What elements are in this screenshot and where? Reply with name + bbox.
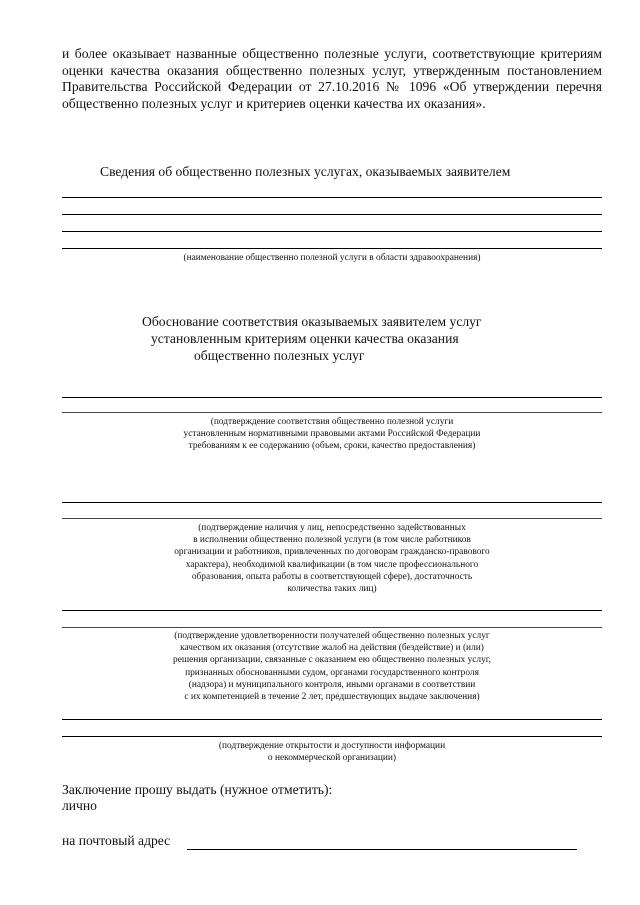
intro-paragraph: и более оказывает названные общественно полезные услуги, соответствующие критериям оценки качества оказания общественно полезных услуг, утвержденным постановлением Правительства Российской Федерации от 27.10.2016 № 1096 «Об утверждении перечня общественно полезных услуг и критериев оценки качества их оказания». (62, 46, 602, 111)
input-line-3[interactable] (62, 231, 602, 232)
mail-address-input-line[interactable] (187, 849, 577, 850)
caption-openness (62, 740, 602, 764)
caption-line: (надзора) и муниципального контроля, иными органами в соответствии (188, 679, 476, 690)
caption-staff (62, 522, 602, 595)
caption-line: (подтверждение соответствия общественно полезной услуги (210, 417, 454, 427)
option-mail-label[interactable]: на почтовый адрес (62, 833, 171, 848)
conclusion-prompt: Заключение прошу выдать (нужное отметить): (62, 782, 333, 797)
caption-line: требованиям к ее содержанию (объем, сроки, качество предоставления) (188, 441, 476, 452)
caption-line: образования, опыта работы в соответствующей сфере), достаточность (191, 571, 473, 582)
option-personal[interactable]: лично (62, 798, 97, 813)
caption-line: характера), необходимой квалификации (в том числе профессионального (185, 559, 479, 570)
input-line-4[interactable] (62, 248, 602, 249)
caption-line: признанных обоснованными судом, органами государственного контроля (185, 667, 479, 678)
input-line-openness-1[interactable] (62, 719, 602, 720)
caption-line: (подтверждение удовлетворенности получателей общественно полезных услуг (174, 631, 490, 641)
section1-title: Сведения об общественно полезных услугах, оказываемых заявителем (100, 164, 511, 179)
input-line-compliance-2[interactable] (62, 412, 602, 413)
caption-line: организации и работников, привлеченных по договорам гражданско-правового (174, 547, 490, 558)
caption-satisfaction (62, 630, 602, 703)
caption-service-name: (наименование общественно полезной услуги в области здравоохранения) (183, 253, 481, 263)
input-line-1[interactable] (62, 197, 602, 198)
caption-line: установленным нормативными правовыми актами Российской Федерации (183, 429, 481, 440)
input-line-satisfaction-1[interactable] (62, 610, 602, 611)
caption-line: (подтверждение открытости и доступности информации (218, 741, 446, 751)
input-line-openness-2[interactable] (62, 736, 602, 737)
input-line-staff-1[interactable] (62, 502, 602, 503)
caption-line: о некоммерческой организации) (267, 753, 397, 764)
input-line-satisfaction-2[interactable] (62, 627, 602, 628)
input-line-staff-2[interactable] (62, 518, 602, 519)
section2-title-line-2: установленным критериям оценки качества оказания (151, 331, 459, 346)
section2-title-line-1: Обоснование соответствия оказываемых заявителем услуг (142, 314, 482, 329)
input-line-2[interactable] (62, 214, 602, 215)
caption-line: с их компетенцией в течение 2 лет, предшествующих выдаче заключения) (184, 692, 480, 703)
section2-title-line-3: общественно полезных услуг (194, 348, 365, 363)
caption-line: качеством их оказания (отсутствие жалоб на действия (бездействие) и (или) (180, 643, 484, 654)
caption-compliance (62, 416, 602, 453)
caption-line: (подтверждение наличия у лиц, непосредственно задействованных (198, 523, 466, 533)
caption-line: решения организации, связанные с оказанием ею общественно полезных услуг, (173, 655, 491, 666)
input-line-compliance-1[interactable] (62, 397, 602, 398)
caption-line: в исполнении общественно полезной услуги (в том числе работников (193, 535, 471, 546)
caption-line: количества таких лиц) (287, 584, 377, 595)
